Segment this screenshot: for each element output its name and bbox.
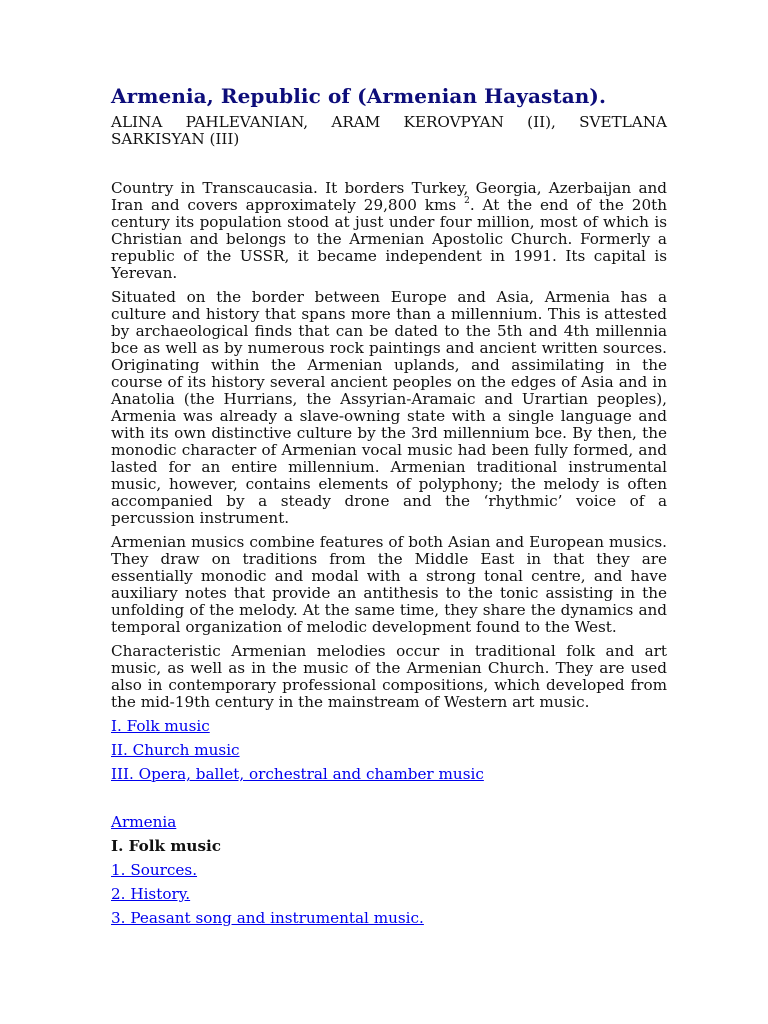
body-paragraph: Armenian musics combine features of both Asian and European musics. They draw on traditions from the Middle East in that they are essentially monodic and modal with a strong tonal centre, and have auxiliary notes that provide an antithesis to the tonic assisting in the unfolding of the melody. At the same time, they share the dynamics and temporal organization of melodic development found to the West. <box>111 533 667 636</box>
intro-text: Country in Transcaucasia. It borders Turkey, Georgia, Azerbaijan and Iran and covers approximately 29,800 kms <box>111 179 667 214</box>
intro-paragraph <box>111 180 667 282</box>
spacer <box>111 148 667 180</box>
section-link-history[interactable]: 2. History. <box>111 885 191 903</box>
parent-link-armenia[interactable]: Armenia <box>111 813 177 831</box>
spacer <box>111 790 667 814</box>
toc-link-opera-ballet[interactable]: III. Opera, ballet, orchestral and chamber music <box>111 765 484 783</box>
body-paragraph: Situated on the border between Europe and Asia, Armenia has a culture and history that spans more than a millennium. This is attested by archaeological finds that can be dated to the 5th and 4th millennia bce as well as by numerous rock paintings and ancient written sources. Originating within the Armenian uplands, and assimilating in the course of its history several ancient peoples on the edges of Asia and in Anatolia (the Hurrians, the Assyrian-Aramaic and Urartian peoples), Armenia was already a slave-owning state with a single language and with its own distinctive culture by the 3rd millennium bce. By then, the monodic character of Armenian vocal music had been fully formed, and lasted for an entire millennium. Armenian traditional instrumental music, however, contains elements of polyphony; the melody is often accompanied by a steady drone and the ‘rhythmic’ voice of a percussion instrument. <box>111 288 667 527</box>
section-heading: I. Folk music <box>111 837 222 855</box>
superscript: 2 <box>464 196 470 206</box>
table-of-contents <box>111 718 667 783</box>
section-links <box>111 862 667 927</box>
body-paragraph: Characteristic Armenian melodies occur in traditional folk and art music, as well as in the music of the Armenian Church. They are used also in contemporary professional compositions, which developed from the mid-19th century in the mainstream of Western art music. <box>111 642 667 711</box>
toc-link-folk-music[interactable]: I. Folk music <box>111 717 210 735</box>
page-title: Armenia, Republic of (Armenian Hayastan). <box>111 84 607 108</box>
toc-link-church-music[interactable]: II. Church music <box>111 741 240 759</box>
section-link-peasant-song[interactable]: 3. Peasant song and instrumental music. <box>111 909 424 927</box>
section-link-sources[interactable]: 1. Sources. <box>111 861 198 879</box>
intro-text-cont: . At the end of the 20th century its population stood at just under four million, most of which is Christian and belongs to the Armenian Apostolic Church. Formerly a republic of the USSR, it became independent in 1991. Its capital is Yerevan. <box>111 196 667 282</box>
article <box>111 84 667 934</box>
authors-line: ALINA PAHLEVANIAN, ARAM KEROVPYAN (II), SVETLANA SARKISYAN (III) <box>111 113 667 148</box>
